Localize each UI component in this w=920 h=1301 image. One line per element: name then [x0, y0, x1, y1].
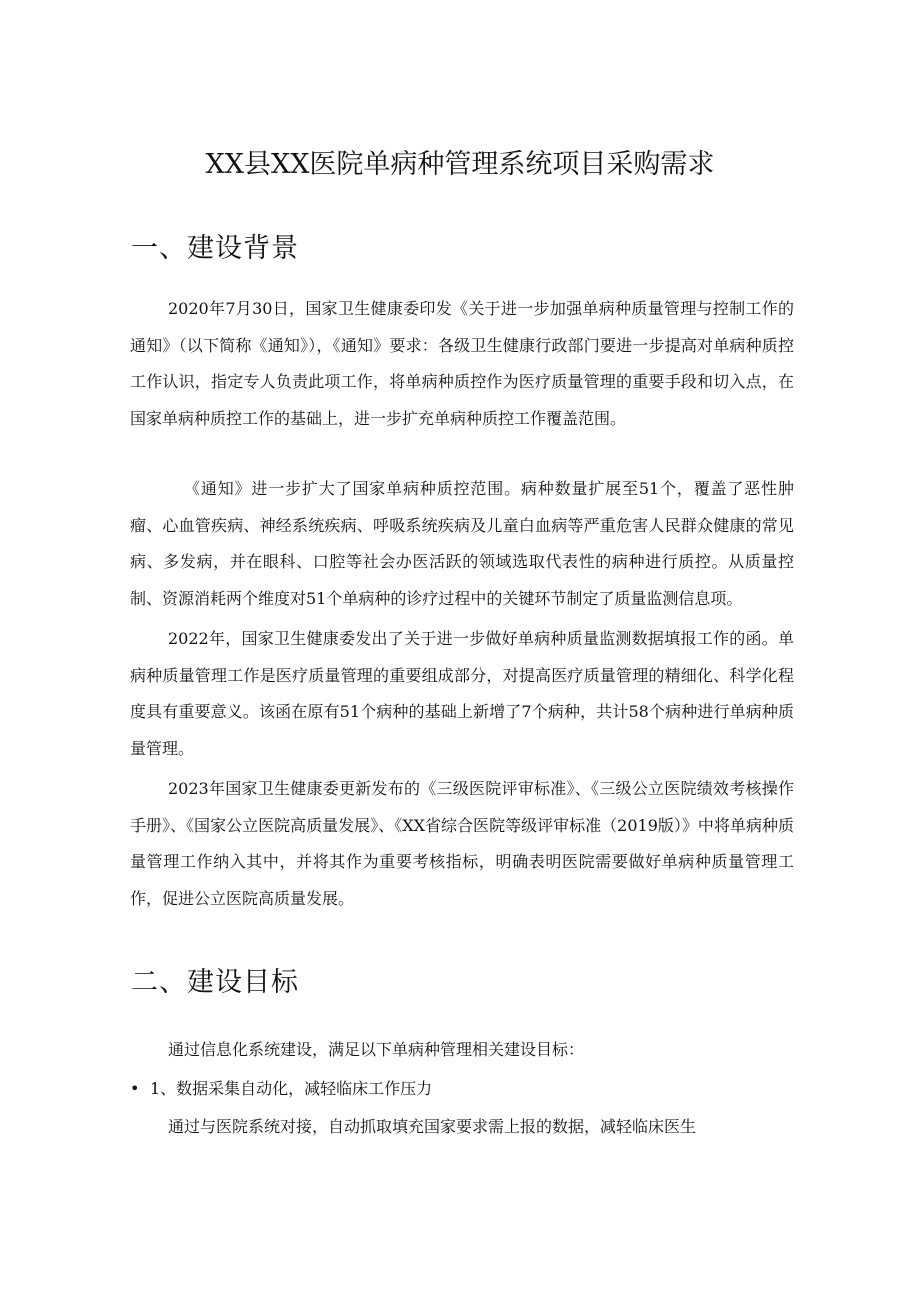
- bullet-icon: •: [130, 1079, 140, 1098]
- goal-item-1: [130, 1071, 432, 1107]
- section-heading-background: 一、建设背景: [131, 233, 299, 264]
- section-heading-goals: 二、建设目标: [131, 967, 299, 998]
- paragraph-background-2: 《通知》进一步扩大了国家单病种质控范围。病种数量扩展至51个，覆盖了恶性肿瘤、心血管疾病、神经系统疾病、呼吸系统疾病及儿童白血病等严重危害人民群众健康的常见病、多发病，并在眼科、口腔等社会办医活跃的领域选取代表性的病种进行质控。从质量控制、资源消耗两个维度对51个单病种的诊疗过程中的关键环节制定了质量监测信息项。: [130, 479, 794, 608]
- paragraph-background-1: 2020年7月30日，国家卫生健康委印发《关于进一步加强单病种质量管理与控制工作的通知》（以下简称《通知》），《通知》要求：各级卫生健康行政部门要进一步提高对单病种质控工作认识，指定专人负责此项工作，将单病种质控作为医疗质量管理的重要手段和切入点，在国家单病种质控工作的基础上，进一步扩充单病种质控工作覆盖范围。: [130, 299, 794, 428]
- goals-intro: 通过信息化系统建设，满足以下单病种管理相关建设目标：: [168, 1040, 585, 1059]
- document-title: XX县XX医院单病种管理系统项目采购需求: [205, 149, 715, 180]
- goal-item-text: 通过与医院系统对接，自动抓取填充国家要求需上报的数据，减轻临床医生: [168, 1117, 697, 1136]
- paragraph-background-4: 2023年国家卫生健康委更新发布的《三级医院评审标准》、《三级公立医院绩效考核操作手册》、《国家公立医院高质量发展》、《XX省综合医院等级评审标准（2019版）》中将单病种质量管理工作纳入其中，并将其作为重要考核指标，明确表明医院需要做好单病种质量管理工作，促进公立医院高质量发展。: [130, 779, 794, 908]
- goal-item-label: 1、数据采集自动化，减轻临床工作压力: [150, 1079, 433, 1098]
- paragraph-background-3: 2022年，国家卫生健康委发出了关于进一步做好单病种质量监测数据填报工作的函。单病种质量管理工作是医疗质量管理的重要组成部分，对提高医疗质量管理的精细化、科学化程度具有重要意义。该函在原有51个病种的基础上新增了7个病种，共计58个病种进行单病种质量管理。: [130, 629, 794, 758]
